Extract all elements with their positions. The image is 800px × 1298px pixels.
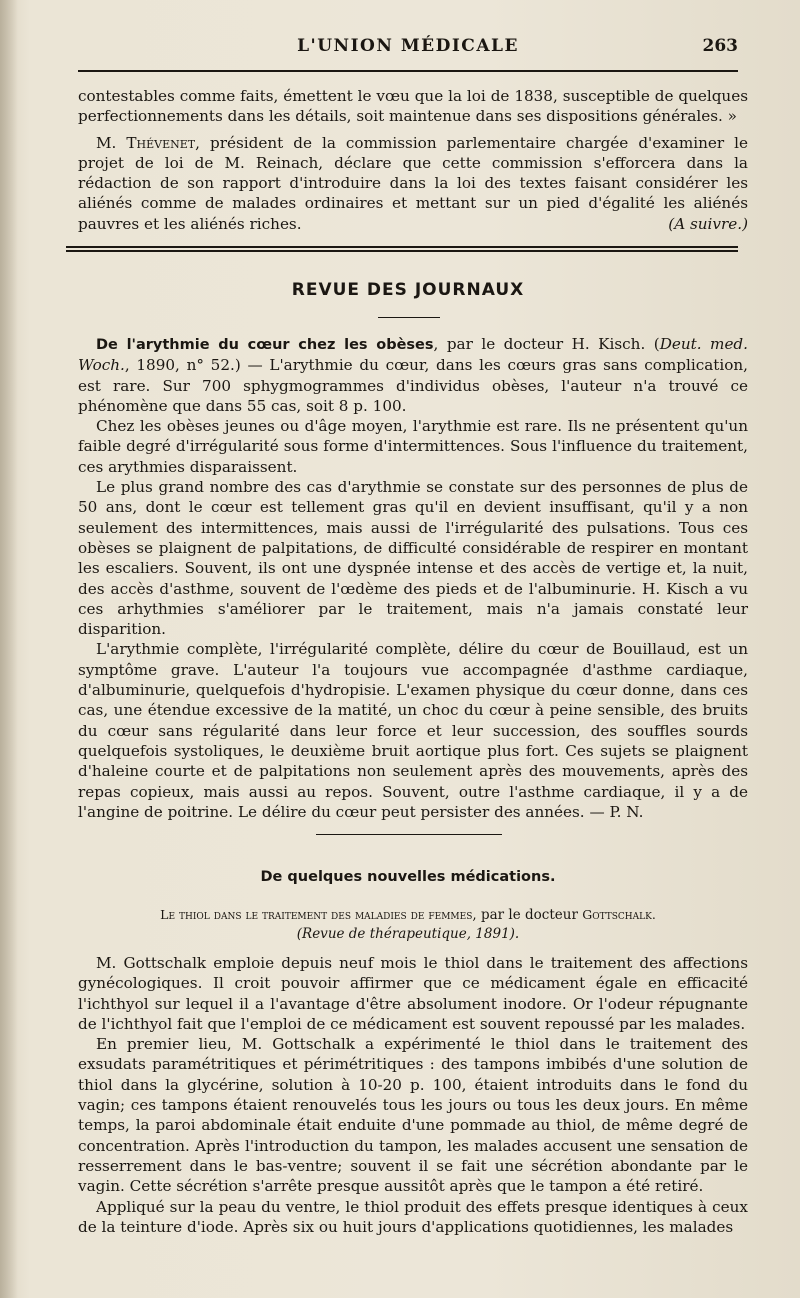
revue-title-rule <box>378 317 440 318</box>
revue-paragraph-2: Chez les obèses jeunes ou d'âge moyen, l'arythmie est rare. Ils ne présentent qu'un faible degré d'irrégularité sous forme d'intermittences. Sous l'influence du traitement, ces arythmies disparaissent. <box>78 417 748 476</box>
thevenet-name: M. Thévenet <box>96 133 196 152</box>
intro-block <box>78 86 748 234</box>
subtitle-author: Gottschalk. <box>582 907 656 922</box>
medications-body <box>78 953 748 1237</box>
section-double-rule <box>66 246 738 252</box>
intro-continuation: contestables comme faits, émettent le vœu que la loi de 1838, susceptible de quelques perfectionnements dans les détails, soit maintenue dans ses dispositions générales. » <box>78 87 748 126</box>
medications-paragraph-3: Appliqué sur la peau du ventre, le thiol produit des effets presque identiques à ceux de la teinture d'iode. Après six ou huit jours d'applications quotidiennes, les malades <box>78 1197 748 1236</box>
revue-paragraph-1 <box>78 334 748 416</box>
header-rule <box>78 70 738 72</box>
article-source: Deut. med. Woch. <box>78 335 748 375</box>
medications-paragraph-1: M. Gottschalk emploie depuis neuf mois le thiol dans le traitement des affections gynécologiques. Il croit pouvoir affirmer que ce médicament égale en efficacité l'ichthyol sur lequel il a l'avantage d'être absolument inodore. Or l'odeur répugnante de l'ichthyol fait que l'emploi de ce médicament est souvent repoussé par les malades. <box>78 954 748 1033</box>
subtitle-by: , par le docteur <box>472 907 583 923</box>
article-title: De l'arythmie du cœur chez les obèses <box>96 337 434 353</box>
revue-paragraph-4: L'arythmie complète, l'irrégularité complète, délire du cœur de Bouillaud, est un symptôme grave. L'auteur l'a toujours vue accompagnée d'asthme cardiaque, d'albuminurie, quelquefois d'hydropisie. L'examen physique du cœur donne, dans ces cas, une étendue excessive de la matité, un choc du cœur à peine sensible, des bruits du cœur sans régularité dans leur force et leur succession, des souffles sourds quelquefois systoliques, le deuxième bruit aortique plus fort. Ces sujets se plaignent d'haleine courte et de palpitations non seulement après des mouvements, après des repas copieux, mais aussi au repos. Souvent, outre l'asthme cardiaque, il y a de l'angine de poitrine. Le délire du cœur peut persister des années. — P. N. <box>78 640 748 821</box>
revue-article <box>78 334 748 822</box>
revue-paragraph-3: Le plus grand nombre des cas d'arythmie se constate sur des personnes de plus de 50 ans, dont le cœur est tellement gras qu'il en devient insuffisant, qu'il y a non seulement des intermittences, mais aussi de l'irrégularité des pulsations. Tous ces obèses se plaignent de palpitations, de difficulté considérable de respirer en montant les escaliers. Souvent, ils ont une dyspnée intense et des accès de vertige et, la nuit, des accès d'asthme, souvent de l'œdème des pieds et de l'albuminurie. H. Kisch a vu ces arhythmies s'améliorer par le traitement, mais n'a jamais constaté leur disparition. <box>78 478 748 639</box>
intro-paragraph-thevenet <box>78 133 748 234</box>
page-number: 263 <box>702 36 738 56</box>
running-header <box>78 36 738 64</box>
medications-title: De quelques nouvelles médications. <box>260 869 556 885</box>
a-suivre: (A suivre.) <box>668 214 748 233</box>
article-author: , par le docteur H. Kisch. ( <box>433 335 660 353</box>
subtitle-topic: Le thiol dans le traitement des maladies de femmes <box>160 907 473 922</box>
medications-separator <box>316 834 502 835</box>
revue-title: REVUE DES JOURNAUX <box>291 280 525 300</box>
thevenet-text: , président de la commission parlementaire chargée d'examiner le projet de loi de M. Reinach, déclare que cette commission s'efforcera dans la rédaction de son rapport d'introduire dans la loi des textes faisant considérer les aliénés comme de malades ordinaires et mettant sur un pied d'égalité les aliénés pauvres et les aliénés riches. <box>78 133 748 233</box>
journal-title: L'UNION MÉDICALE <box>297 36 519 56</box>
article-text: , 1890, n° 52.) — L'arythmie du cœur, dans les cœurs gras sans complication, est rare. Sur 700 sphygmogrammes d'individus obèses, l'auteur n'a trouvé ce phénomène que dans 55 cas, soit 8 p. 100. <box>78 356 748 415</box>
medications-paragraph-2: En premier lieu, M. Gottschalk a expérimenté le thiol dans le traitement des exsudats paramétritiques et périmétritiques : des tampons imbibés d'une solution de thiol dans la glycérine, solution à 10-20 p. 100, étaient introduits dans le fond du vagin; ces tampons étaient renouvelés tous les jours ou tous les deux jours. En même temps, la paroi abdominale était enduite d'une pommade au thiol, de même degré de concentration. Après l'introduction du tampon, les malades accusent une sensation de resserrement dans le bas-ventre; souvent il se fait une sécrétion abondante par le vagin. Cette sécrétion s'arrête presque aussitôt après que le tampon a été retiré. <box>78 1035 748 1196</box>
medications-subtitle <box>78 905 738 944</box>
page-gutter-shadow <box>0 0 18 1298</box>
subtitle-source: (Revue de thérapeutique, 1891). <box>296 926 520 942</box>
